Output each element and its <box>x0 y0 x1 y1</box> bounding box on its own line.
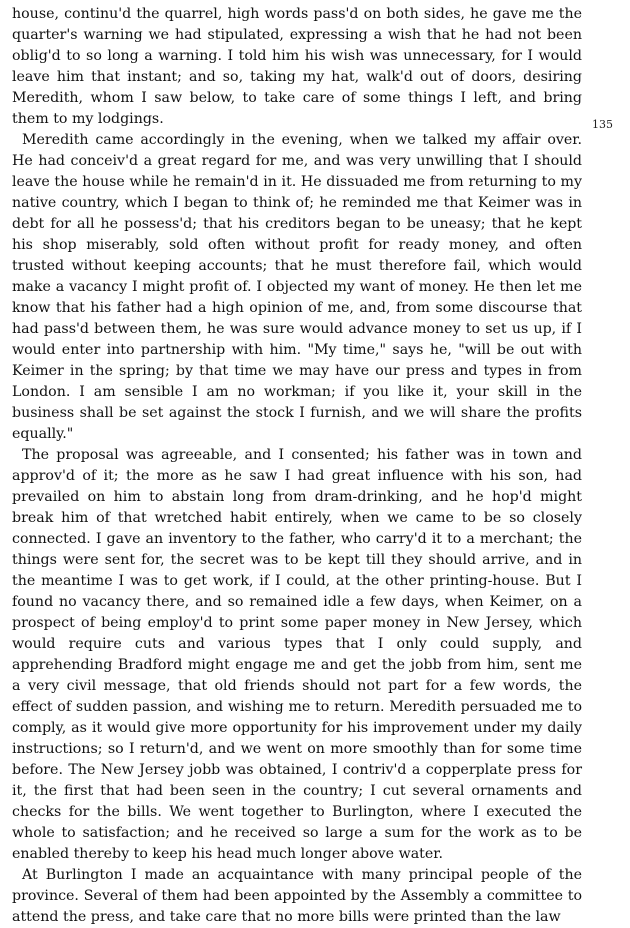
paragraph-burlington: At Burlington I made an acquaintance with many principal people of the province. Several of them had been appointed by the Assembly a committee to attend the press, and take care that no more bills were printed than the law <box>12 867 582 925</box>
page-number: 135 <box>592 118 613 131</box>
paragraph-continued: house, continu'd the quarrel, high words pass'd on both sides, he gave me the quarter's warning we had stipulated, expressing a wish that he had not been oblig'd to so long a warning. I told him his wish was unnecessary, for I would leave him that instant; and so, taking my hat, walk'd out of doors, desiring Meredith, whom I saw below, to take care of some things I left, and bring them to my lodgings. <box>12 6 582 127</box>
paragraph-meredith: Meredith came accordingly in the evening, when we talked my affair over. He had conceiv'd a great regard for me, and was very unwilling that I should leave the house while he remain'd in it. He dissuaded me from returning to my native country, which I began to think of; he reminded me that Keimer was in debt for all he possess'd; that his creditors began to be uneasy; that he kept his shop miserably, sold often without profit for ready money, and often trusted without keeping accounts; that he must therefore fail, which would make a vacancy I might profit of. I objected my want of money. He then let me know that his father had a high opinion of me, and, from some discourse that had pass'd between them, he was sure would advance money to set us up, if I would enter into partnership with him. "My time," says he, "will be out with Keimer in the spring; by that time we may have our press and types in from London. I am sensible I am no workman; if you like it, your skill in the business shall be set against the stock I furnish, and we will share the profits equally." <box>12 132 582 442</box>
body-text <box>12 4 582 928</box>
paragraph-proposal: The proposal was agreeable, and I consented; his father was in town and approv'd of it; the more as he saw I had great influence with his son, had prevailed on him to abstain long from dram-drinking, and he hop'd might break him of that wretched habit entirely, when we came to be so closely connected. I gave an inventory to the father, who carry'd it to a merchant; the things were sent for, the secret was to be kept till they should arrive, and in the meantime I was to get work, if I could, at the other printing-house. But I found no vacancy there, and so remained idle a few days, when Keimer, on a prospect of being employ'd to print some paper money in New Jersey, which would require cuts and various types that I only could supply, and apprehending Bradford might engage me and get the jobb from him, sent me a very civil message, that old friends should not part for a few words, the effect of sudden passion, and wishing me to return. Meredith persuaded me to comply, as it would give more opportunity for his improvement under my daily instructions; so I return'd, and we went on more smoothly than for some time before. The New Jersey jobb was obtained, I contriv'd a copperplate press for it, the first that had been seen in the country; I cut several ornaments and checks for the bills. We went together to Burlington, where I executed the whole to satisfaction; and he received so large a sum for the work as to be enabled thereby to keep his head much longer above water. <box>12 447 582 862</box>
